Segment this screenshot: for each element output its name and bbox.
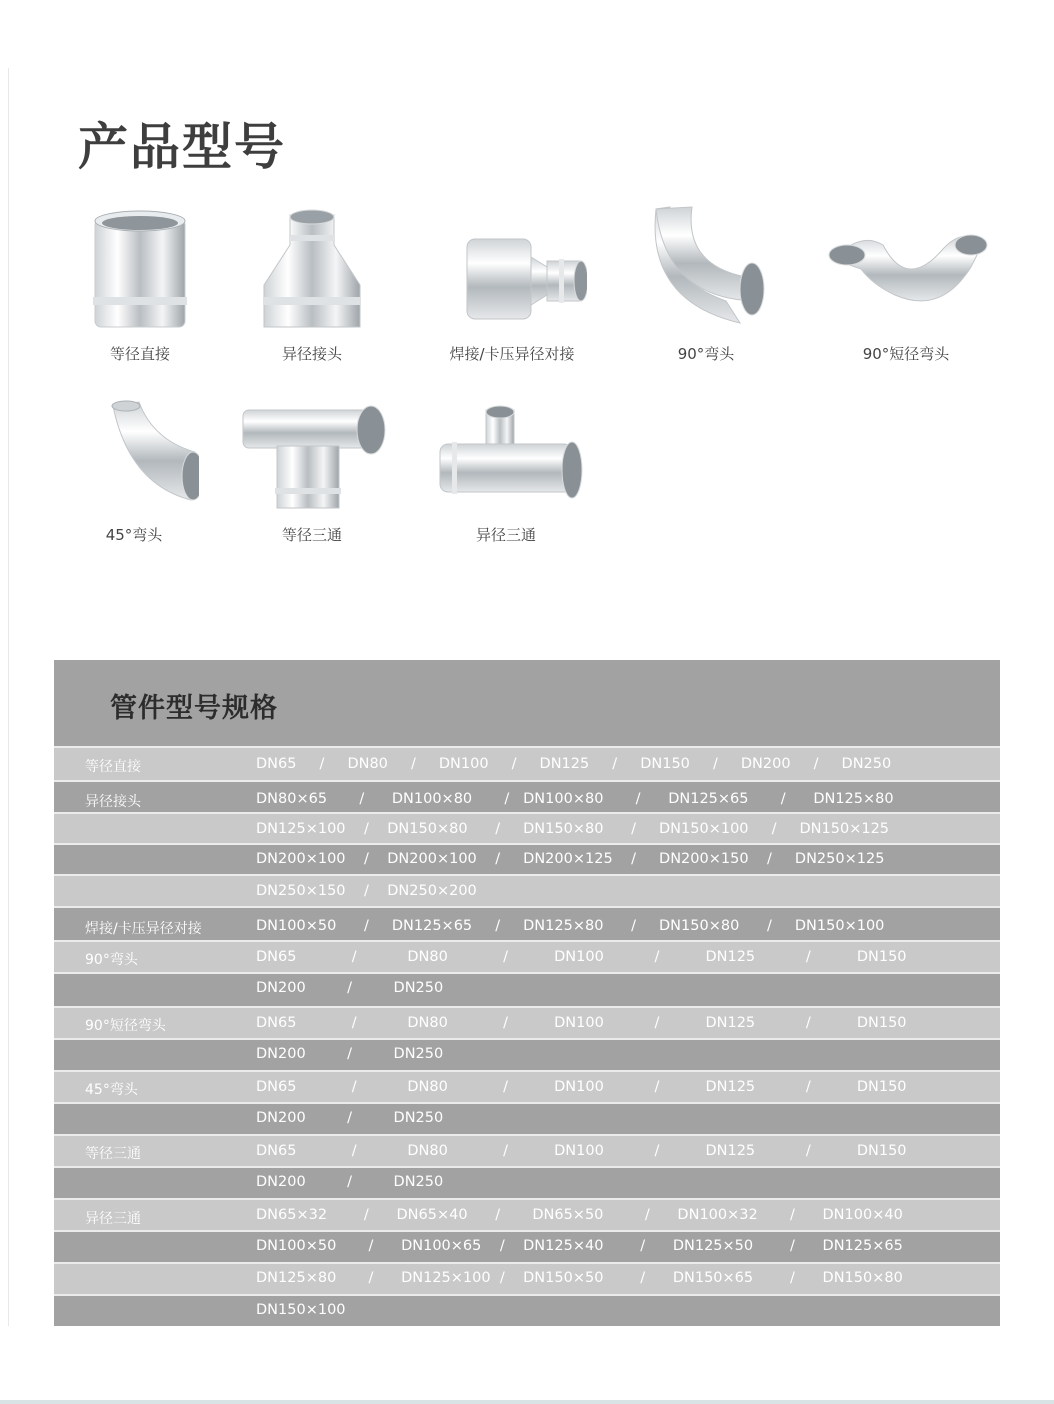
row-label: 等径直接 <box>85 759 141 775</box>
row-label: 异径三通 <box>85 1211 141 1227</box>
product-name: 焊接/卡压异径对接 <box>449 345 575 363</box>
table-row <box>54 746 1000 780</box>
product-name: 90°短径弯头 <box>862 345 950 363</box>
row-values: DN65 / DN80 / DN100 / DN125 / DN150 <box>256 1143 907 1159</box>
row-values: DN80×65 / DN100×80 / DN100×80 / DN125×65 / DN125×80 <box>256 791 894 807</box>
row-values: DN125×100 / DN150×80 / DN150×80 / DN150×100 / DN150×125 <box>256 821 890 837</box>
table-row <box>54 972 1000 1006</box>
table-row <box>54 780 1000 812</box>
product-name: 异径接头 <box>281 345 342 363</box>
row-label: 焊接/卡压异径对接 <box>85 921 202 937</box>
table-row <box>54 843 1000 874</box>
table-row <box>54 1134 1000 1166</box>
spec-table-title: 管件型号规格 <box>110 693 278 724</box>
product-item <box>412 205 612 364</box>
product-item <box>806 205 1006 364</box>
table-row <box>54 940 1000 972</box>
row-values: DN65 / DN80 / DN100 / DN125 / DN150 <box>256 1079 907 1095</box>
short-elbow-90-icon <box>821 205 991 335</box>
row-values: DN200 / DN250 <box>256 1046 444 1062</box>
row-label: 45°弯头 <box>85 1082 138 1098</box>
weld-reducer-icon <box>437 205 587 335</box>
row-values: DN200×100 / DN200×100 / DN200×125 / DN200×150 / DN250×125 <box>256 851 885 867</box>
table-row <box>54 874 1000 906</box>
row-values: DN200 / DN250 <box>256 1174 444 1190</box>
row-values: DN125×80 / DN125×100 / DN150×50 / DN150×65 / DN150×80 <box>256 1270 903 1286</box>
elbow-45-icon <box>69 400 199 516</box>
table-row <box>54 1038 1000 1070</box>
table-row <box>54 1198 1000 1230</box>
product-name: 等径直接 <box>109 345 170 363</box>
row-values: DN200 / DN250 <box>256 980 444 996</box>
table-row <box>54 1102 1000 1134</box>
row-values: DN200 / DN250 <box>256 1110 444 1126</box>
page-title: 产品型号 <box>78 118 286 176</box>
page-bottom-rule <box>0 1400 1054 1404</box>
product-name: 异径三通 <box>475 526 536 544</box>
product-item <box>34 400 234 545</box>
row-label: 异径接头 <box>85 794 141 810</box>
table-row <box>54 906 1000 940</box>
table-row <box>54 1006 1000 1038</box>
table-row <box>54 812 1000 843</box>
table-row <box>54 1294 1000 1326</box>
row-values: DN100×50 / DN125×65 / DN125×80 / DN150×80 / DN150×100 <box>256 918 885 934</box>
table-row <box>54 1230 1000 1262</box>
elbow-90-icon <box>636 205 776 335</box>
row-values: DN100×50 / DN100×65 / DN125×40 / DN125×50 / DN125×65 <box>256 1238 903 1254</box>
row-label: 等径三通 <box>85 1146 141 1162</box>
reducing-tee-icon <box>426 400 586 516</box>
table-row <box>54 1070 1000 1102</box>
coupling-icon <box>85 205 195 335</box>
product-item <box>212 400 412 545</box>
spec-table <box>54 660 1000 1326</box>
row-values: DN250×150 / DN250×200 <box>256 883 477 899</box>
row-values: DN65×32 / DN65×40 / DN65×50 / DN100×32 / DN100×40 <box>256 1207 903 1223</box>
product-item <box>40 205 240 364</box>
product-item <box>606 205 806 364</box>
row-values: DN65 / DN80 / DN100 / DN125 / DN150 <box>256 1015 907 1031</box>
product-name: 45°弯头 <box>105 526 163 544</box>
row-values: DN65 / DN80 / DN100 / DN125 / DN150 / DN200 / DN250 <box>256 756 892 772</box>
row-values: DN150×100 <box>256 1302 346 1318</box>
product-item <box>406 400 606 545</box>
row-label: 90°短径弯头 <box>85 1018 166 1034</box>
equal-tee-icon <box>237 400 387 516</box>
table-row <box>54 1166 1000 1198</box>
reducer-icon <box>252 205 372 335</box>
product-item <box>212 205 412 364</box>
product-name: 等径三通 <box>281 526 342 544</box>
row-values: DN65 / DN80 / DN100 / DN125 / DN150 <box>256 949 907 965</box>
product-name: 90°弯头 <box>677 345 735 363</box>
table-row <box>54 1262 1000 1294</box>
row-label: 90°弯头 <box>85 952 138 968</box>
page-left-rule <box>8 68 9 1326</box>
